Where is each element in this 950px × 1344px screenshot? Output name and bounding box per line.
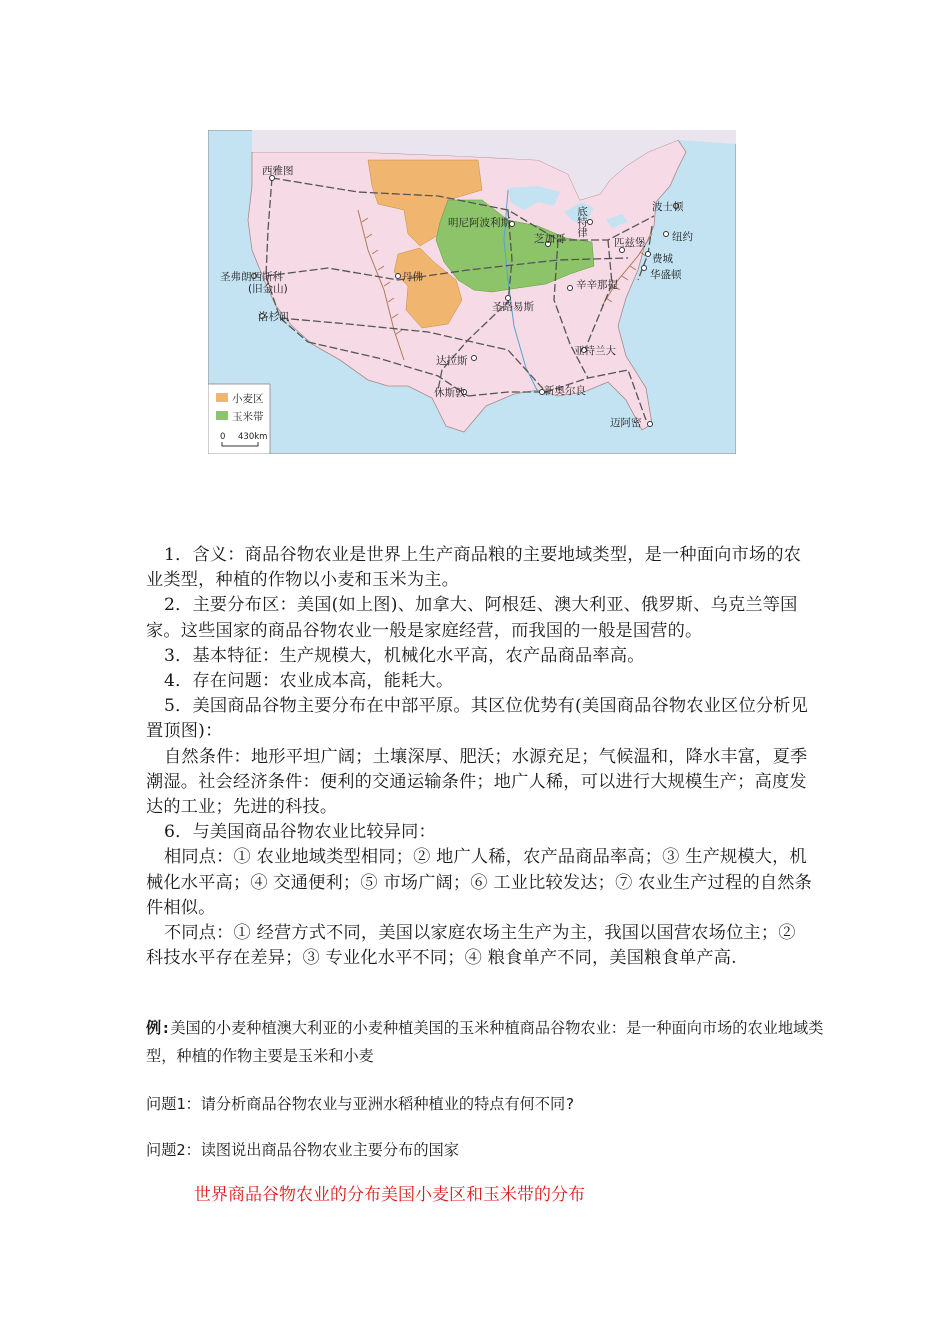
city-label-seattle: 西雅图 bbox=[262, 165, 294, 177]
paragraph-location: 5．美国商品谷物主要分布在中部平原。其区位优势有(美国商品谷物农业区位分析见置顶图)： bbox=[146, 696, 808, 742]
us-agriculture-map bbox=[208, 130, 736, 454]
question-2: 问题2：读图说出商品谷物农业主要分布的国家 bbox=[146, 1141, 459, 1159]
city-label-houston: 休斯敦 bbox=[434, 387, 466, 399]
legend-label-wheat: 小麦区 bbox=[232, 393, 264, 405]
city-label-dallas: 达拉斯 bbox=[436, 355, 468, 367]
legend-label-corn: 玉米带 bbox=[232, 411, 264, 423]
city-label-washington: 华盛顿 bbox=[650, 269, 682, 281]
paragraph-conditions: 自然条件：地形平坦广阔；土壤深厚、肥沃；水源充足；气候温和，降水丰富，夏季潮湿。社会经济条件：便利的交通运输条件；地广人稀，可以进行大规模生产；高度发达的工业；先进的科技。 bbox=[146, 746, 808, 818]
paragraph-distribution: 2．主要分布区：美国(如上图)、加拿大、阿根廷、澳大利亚、俄罗斯、乌克兰等国家。这些国家的商品谷物农业一般是家庭经营，而我国的一般是国营的。 bbox=[146, 595, 798, 641]
city-label-denver: 丹佛 bbox=[402, 271, 423, 283]
city-label-newyork: 纽约 bbox=[672, 231, 693, 243]
paragraph-definition: 1．含义：商品谷物农业是世界上生产商品粮的主要地域类型，是一种面向市场的农业类型，种植的作物以小麦和玉米为主。 bbox=[146, 545, 802, 591]
paragraph-features: 3．基本特征：生产规模大，机械化水平高，农产品商品率高。 bbox=[164, 645, 645, 666]
paragraph-problems: 4．存在问题：农业成本高，能耗大。 bbox=[164, 671, 454, 692]
city-label-sf-alt: (旧金山) bbox=[248, 283, 288, 295]
scale-zero: 0 bbox=[220, 432, 226, 442]
example-label: 例: bbox=[146, 1019, 171, 1037]
map-legend bbox=[208, 384, 270, 454]
caption-red: 世界商品谷物农业的分布美国小麦区和玉米带的分布 bbox=[194, 1185, 585, 1205]
city-label-la: 洛杉矶 bbox=[258, 311, 290, 323]
city-label-neworleans: 新奥尔良 bbox=[544, 385, 586, 397]
city-label-cincinnati: 辛辛那提 bbox=[576, 279, 618, 291]
city-label-sf: 圣弗朗西斯科 bbox=[220, 271, 283, 283]
legend-swatch-wheat bbox=[216, 393, 228, 402]
example-text: 美国的小麦种植澳大利亚的小麦种植美国的玉米种植商品谷物农业：是一种面向市场的农业地域类型，种植的作物主要是玉米和小麦 bbox=[146, 1019, 824, 1065]
main-text bbox=[146, 543, 816, 971]
city-label-pittsburgh: 匹兹堡 bbox=[614, 237, 646, 249]
city-label-stlouis: 圣路易斯 bbox=[492, 301, 534, 313]
legend-swatch-corn bbox=[216, 411, 228, 420]
city-label-boston: 波士顿 bbox=[652, 201, 684, 213]
city-label-atlanta: 亚特兰大 bbox=[574, 345, 616, 357]
paragraph-differences: 不同点：① 经营方式不同，美国以家庭农场主生产为主，我国以国营农场位主；② 科技水平存在差异；③ 专业化水平不同；④ 粮食单产不同，美国粮食单产高. bbox=[146, 923, 796, 969]
example-block bbox=[146, 1014, 826, 1070]
question-1: 问题1：请分析商品谷物农业与亚洲水稻种植业的特点有何不同? bbox=[146, 1095, 575, 1113]
city-label-miami: 迈阿密 bbox=[610, 417, 642, 429]
city-label-minneapolis: 明尼阿波利斯 bbox=[448, 217, 511, 229]
city-label-philadelphia: 费城 bbox=[652, 253, 673, 265]
paragraph-similarities: 相同点：① 农业地域类型相同；② 地广人稀，农产品商品率高；③ 生产规模大，机械化水平高；④ 交通便利；⑤ 市场广阔；⑥ 工业比较发达；⑦ 农业生产过程的自然条件相似。 bbox=[146, 847, 812, 918]
city-label-detroit: 底特律 bbox=[576, 206, 588, 238]
city-label-chicago: 芝加哥 bbox=[534, 233, 566, 245]
paragraph-compare: 6．与美国商品谷物农业比较异同： bbox=[164, 822, 436, 843]
scale-km: 430km bbox=[238, 432, 268, 442]
